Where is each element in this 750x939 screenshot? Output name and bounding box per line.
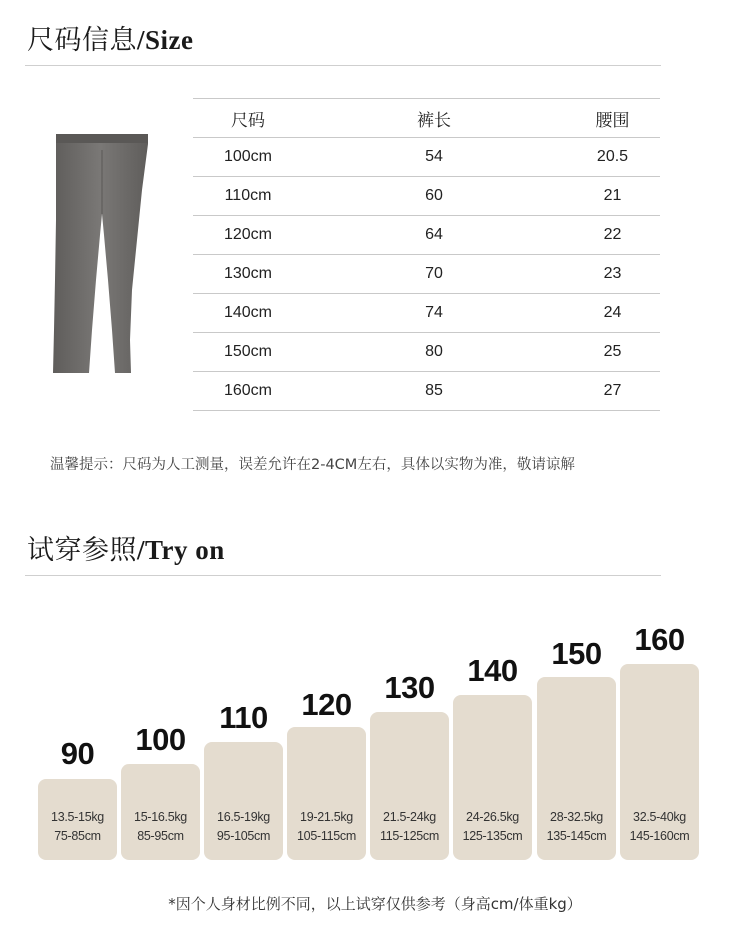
cell-length: 85 (303, 372, 565, 411)
tryon-height: 75-85cm (54, 829, 101, 843)
cell-length: 60 (303, 177, 565, 216)
size-title-divider (25, 65, 661, 66)
tryon-height: 135-145cm (546, 829, 607, 843)
tryon-height: 145-160cm (629, 829, 690, 843)
tryon-size-label: 90 (60, 736, 95, 771)
size-title-cn: 尺码信息 (27, 25, 137, 56)
tryon-weight: 15-16.5kg (134, 810, 187, 824)
cell-length: 80 (303, 333, 565, 372)
cell-waist: 27 (565, 372, 660, 411)
table-row (193, 333, 660, 372)
cell-waist: 24 (565, 294, 660, 333)
cell-size: 100cm (193, 138, 303, 177)
table-row (193, 177, 660, 216)
tryon-weight: 24-26.5kg (466, 810, 519, 824)
tryon-section-title (27, 528, 225, 567)
size-title-en: Size (145, 25, 194, 55)
tryon-title-divider (25, 575, 661, 576)
tryon-weight: 32.5-40kg (633, 810, 686, 824)
cell-length: 54 (303, 138, 565, 177)
cell-waist: 25 (565, 333, 660, 372)
tryon-height: 115-125cm (380, 829, 439, 843)
tryon-weight: 16.5-19kg (217, 810, 270, 824)
tryon-weight: 28-32.5kg (550, 810, 603, 824)
tryon-title-cn: 试穿参照 (27, 535, 137, 566)
table-row (193, 294, 660, 333)
cell-length: 74 (303, 294, 565, 333)
header-length: 裤长 (303, 99, 565, 138)
tryon-size-label: 120 (301, 687, 352, 722)
tryon-weight: 13.5-15kg (51, 810, 104, 824)
cell-length: 64 (303, 216, 565, 255)
tryon-size-label: 140 (467, 653, 518, 688)
tryon-height: 105-115cm (297, 829, 356, 843)
tryon-size-label: 110 (219, 700, 268, 735)
tryon-footer-note: *因个人身材比例不同，以上试穿仅供参考（身高cm/体重kg） (168, 895, 582, 913)
tryon-height: 85-95cm (137, 829, 184, 843)
tryon-size-label: 100 (135, 722, 186, 757)
cell-size: 130cm (193, 255, 303, 294)
cell-size: 140cm (193, 294, 303, 333)
size-table-header (193, 99, 660, 138)
cell-waist: 22 (565, 216, 660, 255)
cell-size: 120cm (193, 216, 303, 255)
tryon-weight: 19-21.5kg (300, 810, 353, 824)
header-waist: 腰围 (565, 99, 660, 138)
tryon-height: 95-105cm (216, 829, 271, 843)
tryon-title-en: Try on (145, 535, 225, 565)
cell-waist: 21 (565, 177, 660, 216)
cell-size: 160cm (193, 372, 303, 411)
size-table (193, 98, 660, 411)
size-note: 温馨提示：尺码为人工测量，误差允许在2-4CM左右，具体以实物为准，敬请谅解 (50, 457, 575, 473)
tryon-title-slash: / (137, 535, 146, 565)
header-size: 尺码 (193, 99, 303, 138)
size-title-slash: / (137, 25, 146, 55)
leggings-image (46, 130, 158, 380)
tryon-size-label: 160 (634, 622, 685, 657)
cell-length: 70 (303, 255, 565, 294)
tryon-height: 125-135cm (462, 829, 523, 843)
table-row (193, 216, 660, 255)
tryon-size-label: 130 (384, 670, 435, 705)
tryon-weight: 21.5-24kg (383, 810, 436, 824)
table-row (193, 138, 660, 177)
size-section-title (27, 18, 194, 57)
cell-waist: 23 (565, 255, 660, 294)
cell-size: 150cm (193, 333, 303, 372)
tryon-size-label: 150 (551, 636, 602, 671)
table-row (193, 372, 660, 411)
cell-waist: 20.5 (565, 138, 660, 177)
cell-size: 110cm (193, 177, 303, 216)
table-row (193, 255, 660, 294)
